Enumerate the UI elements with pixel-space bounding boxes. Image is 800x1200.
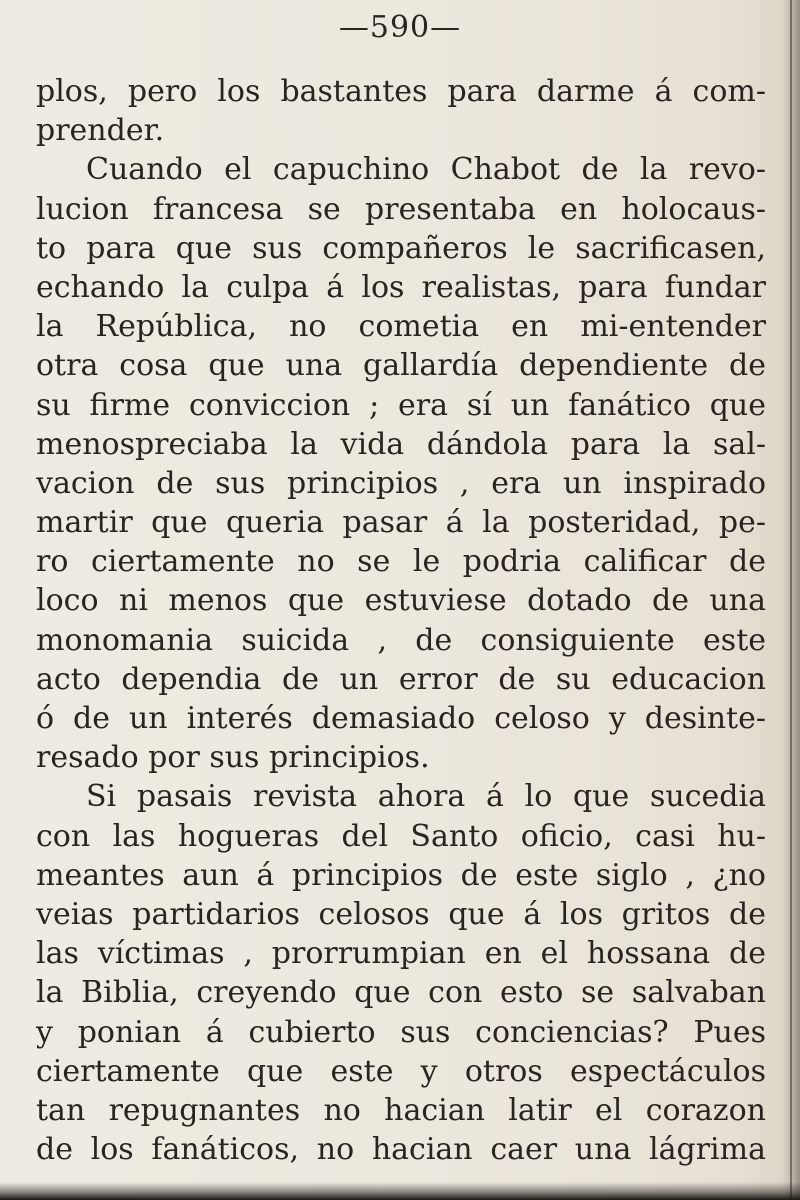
text-line: veias partidarios celosos que á los gritos de <box>36 896 766 932</box>
text-line: loco ni menos que estuviese dotado de una <box>36 583 766 619</box>
text-line: resado por sus principios. <box>36 740 430 776</box>
text-line: prender. <box>36 113 165 149</box>
page-edge-line <box>790 0 792 1200</box>
text-line: meantes aun á principios de este siglo , ¿no <box>36 857 766 893</box>
text-line: la Biblia, creyendo que con esto se salvaban <box>36 975 766 1011</box>
text-line: su firme conviccion ; era sí un fanático que <box>36 387 766 423</box>
body-text <box>36 72 766 1169</box>
text-line: plos, pero los bastantes para darme á com- <box>36 74 766 109</box>
text-line: tan repugnantes no hacian latir el corazon <box>36 1092 766 1128</box>
text-line: acto dependia de un error de su educacion <box>36 661 766 697</box>
text-line: ciertamente que este y otros espectáculos <box>36 1053 766 1089</box>
text-line: echando la culpa á los realistas, para fundar <box>36 269 766 305</box>
page-number: —590— <box>338 10 462 45</box>
page-bottom-shadow <box>0 1182 800 1200</box>
text-line: con las hogueras del Santo oficio, casi hu- <box>36 818 766 854</box>
text-line: monomania suicida , de consiguiente este <box>36 622 766 658</box>
text-line: ó de un interés demasiado celoso y desinte- <box>36 701 766 736</box>
text-line: vacion de sus principios , era un inspirado <box>36 465 766 501</box>
text-line: de los fanáticos, no hacian caer una lágrima <box>36 1132 766 1168</box>
text-line: y ponian á cubierto sus conciencias? Pues <box>36 1014 766 1050</box>
text-line: martir que queria pasar á la posteridad, pe- <box>36 505 766 541</box>
text-line: las víctimas , prorrumpian en el hossana de <box>36 936 766 972</box>
text-line: la República, no cometia en mi-entender <box>36 309 766 345</box>
text-line: to para que sus compañeros le sacrificasen, <box>36 230 766 266</box>
text-line: Cuando el capuchino Chabot de la revo- <box>86 152 766 188</box>
text-line: Si pasais revista ahora á lo que sucedia <box>86 779 766 815</box>
text-line: menospreciaba la vida dándola para la sal- <box>36 426 766 462</box>
text-line: lucion francesa se presentaba en holocaus- <box>36 191 766 227</box>
text-line: otra cosa que una gallardía dependiente de <box>36 348 766 384</box>
text-line: ro ciertamente no se le podria calificar de <box>36 544 766 580</box>
